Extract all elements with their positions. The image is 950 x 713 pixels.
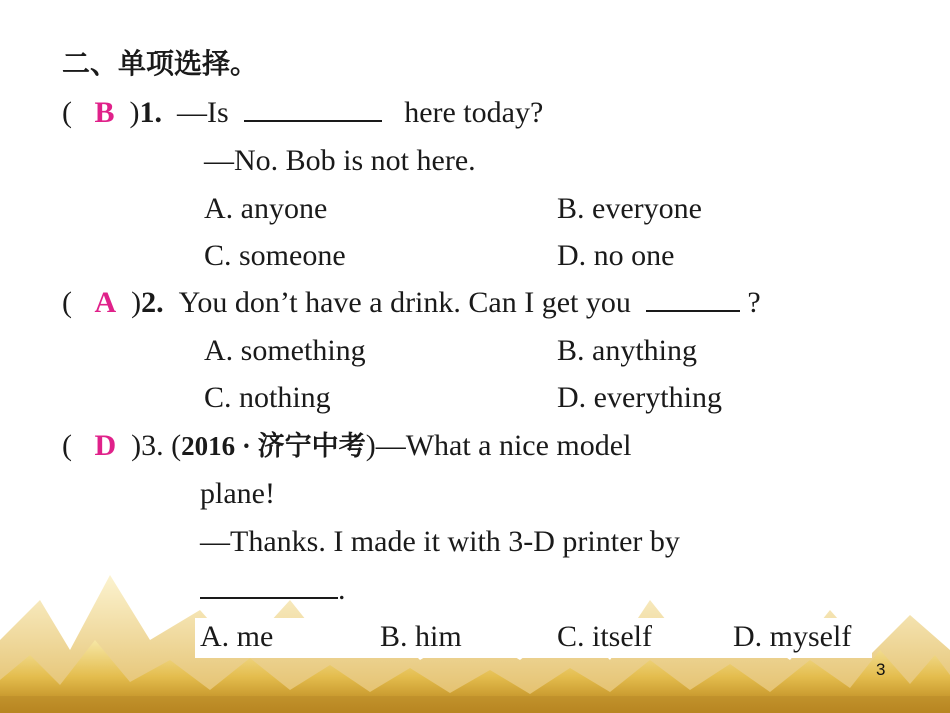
question-1-option-a: A. anyone [204, 192, 328, 225]
page-number: 3 [876, 660, 886, 679]
question-1-option-d: D. no one [557, 239, 675, 272]
answer-3: D [94, 429, 117, 462]
question-3-line2: —Thanks. I made it with 3-D printer by [200, 525, 680, 558]
question-1-number: 1. [139, 96, 163, 129]
question-3-line3 [200, 575, 346, 605]
answer-2: A [94, 286, 117, 319]
question-1-stem-before: —Is [177, 96, 229, 129]
question-2-option-d: D. everything [557, 381, 722, 414]
question-1-blank [244, 98, 382, 122]
question-3-option-b: B. him [380, 620, 462, 653]
answer-1: B [94, 96, 115, 129]
question-2-option-c: C. nothing [204, 381, 331, 414]
question-1-line2: —No. Bob is not here. [204, 144, 476, 177]
question-3-blank [200, 575, 338, 599]
question-2-line1: ( A )2. You don’t have a drink. Can I get you ? [62, 286, 761, 319]
question-2-option-b: B. anything [557, 334, 697, 367]
question-3-option-c: C. itself [557, 620, 652, 653]
question-3-option-d: D. myself [733, 620, 852, 653]
question-3-stem-part1: —What a nice model [375, 429, 632, 462]
question-2-number: 2. [141, 286, 164, 319]
question-1-option-b: B. everyone [557, 192, 702, 225]
question-2-blank [646, 288, 740, 312]
question-3-source: 2016 · 济宁中考 [181, 431, 366, 461]
question-1-option-c: C. someone [204, 239, 346, 272]
question-1-line1: ( B )1. —Is here today? [62, 96, 544, 129]
question-1-stem-after: here today? [404, 96, 544, 129]
question-3-line3-end: . [338, 573, 346, 606]
section-title: 二、单项选择。 [62, 47, 259, 80]
question-3-line1: ( D )3. (2016 · 济宁中考)—What a nice model [62, 429, 632, 462]
question-2-stem-after: ? [747, 286, 761, 319]
question-3-number: 3. [141, 429, 164, 462]
question-3-stem-part2: plane! [200, 477, 275, 510]
question-2-stem-before: You don’t have a drink. Can I get you [178, 286, 631, 319]
question-2-option-a: A. something [204, 334, 366, 367]
question-3-option-a: A. me [200, 620, 274, 653]
